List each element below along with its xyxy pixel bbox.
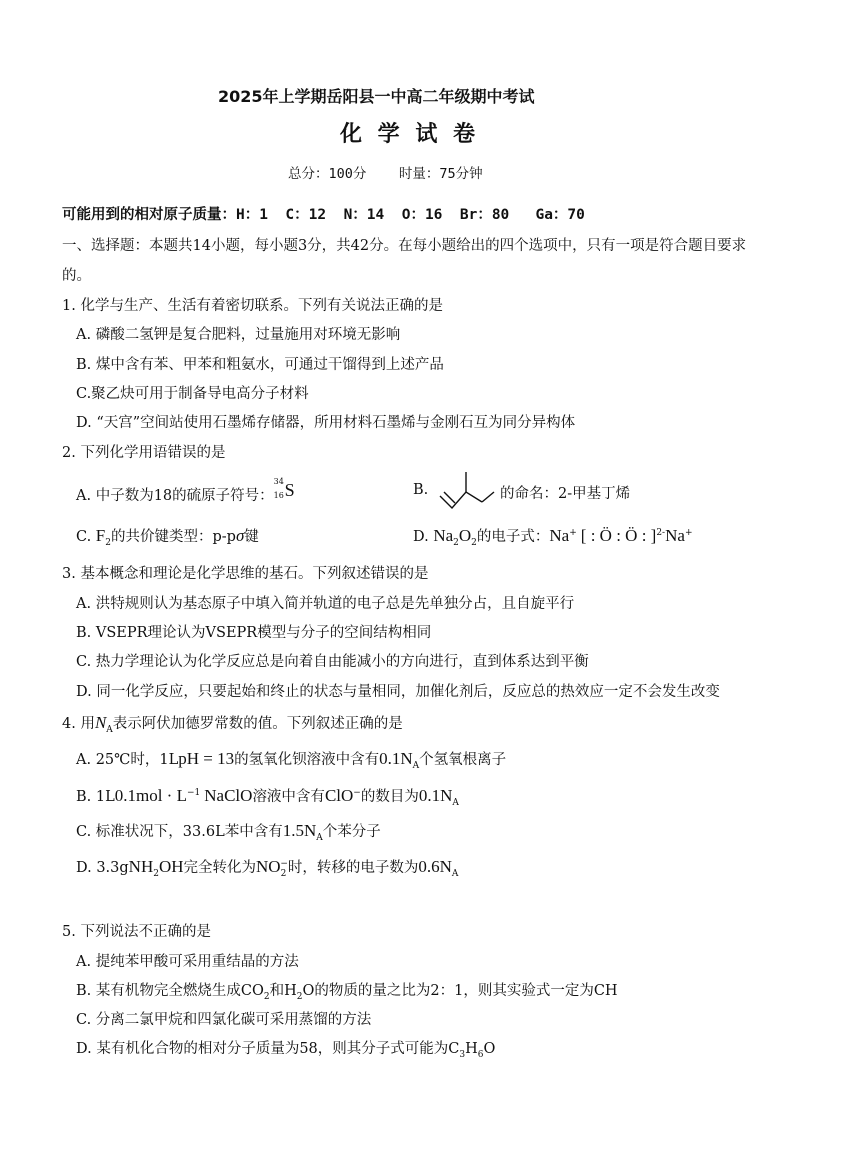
co2-subscript: 2 <box>263 991 270 1002</box>
q4-option-b-amount-sub: A <box>452 797 459 808</box>
subject-title: 化 学 试 卷 <box>340 122 479 147</box>
q2-stem: 2. 下列化学用语错误的是 <box>62 445 226 461</box>
q5-option-d-pre: D. 某有机化合物的相对分子质量为58，则其分子式可能为C <box>76 1041 460 1057</box>
sodium-hypochlorite: NaClO <box>204 786 253 805</box>
q1-stem: 1. 化学与生产、生活有着密切联系。下列有关说法正确的是 <box>62 298 443 314</box>
q4-option-b-amount: 0.1N <box>418 786 453 805</box>
q3-option-a: A. 洪特规则认为基态原子中填入简并轨道的电子总是先单独分占，且自旋平行 <box>76 596 575 612</box>
q4-option-d-amount: 0.6N <box>418 857 452 876</box>
avogadro-subscript: A <box>106 724 113 735</box>
q3-option-b: B. VSEPR理论认为VSEPR模型与分子的空间结构相同 <box>76 625 432 641</box>
q4-option-a-amount: 0.1N <box>379 749 413 768</box>
sodium-symbol: Na <box>433 526 454 545</box>
hydroxylamine-oh: OH <box>158 857 184 876</box>
mass-number: 34 <box>273 477 284 486</box>
q2-option-a <box>76 477 300 505</box>
q5-option-d-mid: H <box>465 1041 478 1057</box>
exam-title: 2025年上学期岳阳县一中高二年级期中考试 <box>218 87 535 106</box>
carbon-subscript: 3 <box>459 1049 466 1060</box>
q5-stem: 5. 下列说法不正确的是 <box>62 924 211 940</box>
q4-option-d-amount-sub: A <box>451 868 459 879</box>
concentration: 0.1mol · L <box>114 786 187 805</box>
q1-option-c: C.聚乙炔可用于制备导电高分子材料 <box>76 386 309 402</box>
q4-option-d <box>76 856 458 879</box>
q2-option-c-text: 的共价键类型：p-p <box>111 529 236 545</box>
h2o-subscript: 2 <box>296 991 303 1002</box>
q2-option-a-text: A. 中子数为18的硫原子符号： <box>76 488 274 504</box>
q5-option-b-post: O的物质的量之比为2：1，则其实验式一定为CH <box>302 983 618 999</box>
atomic-number: 16 <box>273 491 284 500</box>
q5-option-d <box>76 1037 495 1060</box>
sulfur-nuclide-symbol <box>273 477 300 502</box>
nitrite-charge: − <box>280 859 288 870</box>
ph-value: pH = 13 <box>178 749 235 768</box>
nitrite-sub: 2 <box>280 868 287 879</box>
oxygen-symbol: O <box>458 526 472 545</box>
q1-option-b: B. 煤中含有苯、甲苯和粗氨水，可通过干馏得到上述产品 <box>76 357 444 373</box>
q2-option-b-text: 的命名：2-甲基丁烯 <box>500 486 631 502</box>
section-instructions-line1: 一、选择题：本题共14小题，每小题3分，共42分。在每小题给出的四个选项中，只有一项是符合题目要求 <box>62 238 747 254</box>
q4-option-b-pre: B. 1L <box>76 789 115 805</box>
q5-option-b <box>76 979 618 1002</box>
q4-stem-post: 表示阿伏加德罗常数的值。下列叙述正确的是 <box>112 716 403 732</box>
q2-option-b-label: B. <box>413 482 429 498</box>
sigma-symbol: σ <box>235 526 245 545</box>
q4-option-a <box>76 748 506 771</box>
exam-meta: 总分：100分 时量：75分钟 <box>288 166 483 182</box>
q3-stem: 3. 基本概念和理论是化学思维的基石。下列叙述错误的是 <box>62 566 429 582</box>
q4-option-c-amount: 1.5N <box>282 821 317 840</box>
q5-option-b-pre: B. 某有机物完全燃烧生成CO <box>76 983 264 999</box>
q5-option-c: C. 分离二氯甲烷和四氯化碳可采用蒸馏的方法 <box>76 1012 372 1028</box>
q4-option-a-mid: 的氢氧化钡溶液中含有 <box>234 752 380 768</box>
q4-option-c <box>76 820 381 843</box>
electron-formula-na-right: Na <box>665 526 685 545</box>
q4-option-c-pre: C. 标准状况下，33.6L苯中含有 <box>76 824 283 840</box>
fluorine-subscript: 2 <box>105 537 111 548</box>
q3-option-d: D. 同一化学反应，只要起始和终止的状态与量相同，加催化剂后，反应总的热效应一定不会发生改变 <box>76 684 720 700</box>
nitrite-ion: NO <box>256 857 281 876</box>
skeletal-structure-3-methyl-1-butene <box>436 466 498 512</box>
concentration-exponent: −1 <box>186 788 201 799</box>
q4-option-d-pre: D. 3.3g <box>76 860 129 876</box>
q2-option-c <box>76 525 259 548</box>
q4-stem <box>62 712 403 735</box>
fluorine-symbol: F <box>95 526 106 545</box>
q1-option-a: A. 磷酸二氢钾是复合肥料，过量施用对环境无影响 <box>76 327 401 343</box>
electron-formula-peroxide: [ : Ö : Ö : ] <box>580 526 657 545</box>
q2-option-d-label: D. <box>413 529 429 545</box>
q5-option-d-post: O <box>483 1041 496 1057</box>
avogadro-symbol: N <box>94 713 107 732</box>
q4-option-d-mid2: 时，转移的电子数为 <box>287 860 419 876</box>
hydrogen-subscript: 6 <box>477 1049 484 1060</box>
hypochlorite-charge: − <box>353 788 361 799</box>
q2-option-c-label: C. <box>76 529 92 545</box>
q4-option-b-mid: 溶液中含有 <box>252 789 325 805</box>
hydroxylamine-sub: 2 <box>153 868 159 879</box>
element-symbol: S <box>284 480 295 500</box>
q4-option-b <box>76 785 459 808</box>
electron-formula-plus-left: + <box>569 528 577 539</box>
hypochlorite-ion: ClO <box>324 786 354 805</box>
q3-option-c: C. 热力学理论认为化学反应总是向着自由能减小的方向进行，直到体系达到平衡 <box>76 654 589 670</box>
q4-stem-pre: 4. 用 <box>62 716 95 732</box>
electron-formula-na-left: Na <box>549 526 570 545</box>
q2-option-c-tail: 键 <box>244 529 259 545</box>
sodium-subscript: 2 <box>453 537 459 548</box>
oxygen-subscript: 2 <box>471 537 477 548</box>
q1-option-d: D. “天宫”空间站使用石墨烯存储器，所用材料石墨烯与金刚石互为同分异构体 <box>76 415 576 431</box>
q5-option-b-mid: 和H <box>269 983 297 999</box>
q4-option-c-amount-sub: A <box>316 832 323 843</box>
q4-option-b-mid2: 的数目为 <box>360 789 419 805</box>
q5-option-a: A. 提纯苯甲酸可采用重结晶的方法 <box>76 954 299 970</box>
electron-formula-charge: 2- <box>656 528 666 539</box>
q4-option-c-post: 个苯分子 <box>322 824 381 840</box>
section-instructions-line2: 的。 <box>62 268 91 284</box>
atomic-masses: 可能用到的相对原子质量：H：1 C：12 N：14 O：16 Br：80 Ga：70 <box>62 207 585 223</box>
q4-option-a-pre: A. 25℃时，1L <box>76 752 179 768</box>
q4-option-a-post: 个氢氧根离子 <box>419 752 507 768</box>
q4-option-a-amount-sub: A <box>412 760 420 771</box>
electron-formula-plus-right: + <box>684 528 693 539</box>
q2-option-d-text: 的电子式： <box>476 529 550 545</box>
q4-option-d-mid: 完全转化为 <box>183 860 257 876</box>
hydroxylamine-nh: NH <box>128 857 154 876</box>
q2-option-d <box>413 525 692 548</box>
